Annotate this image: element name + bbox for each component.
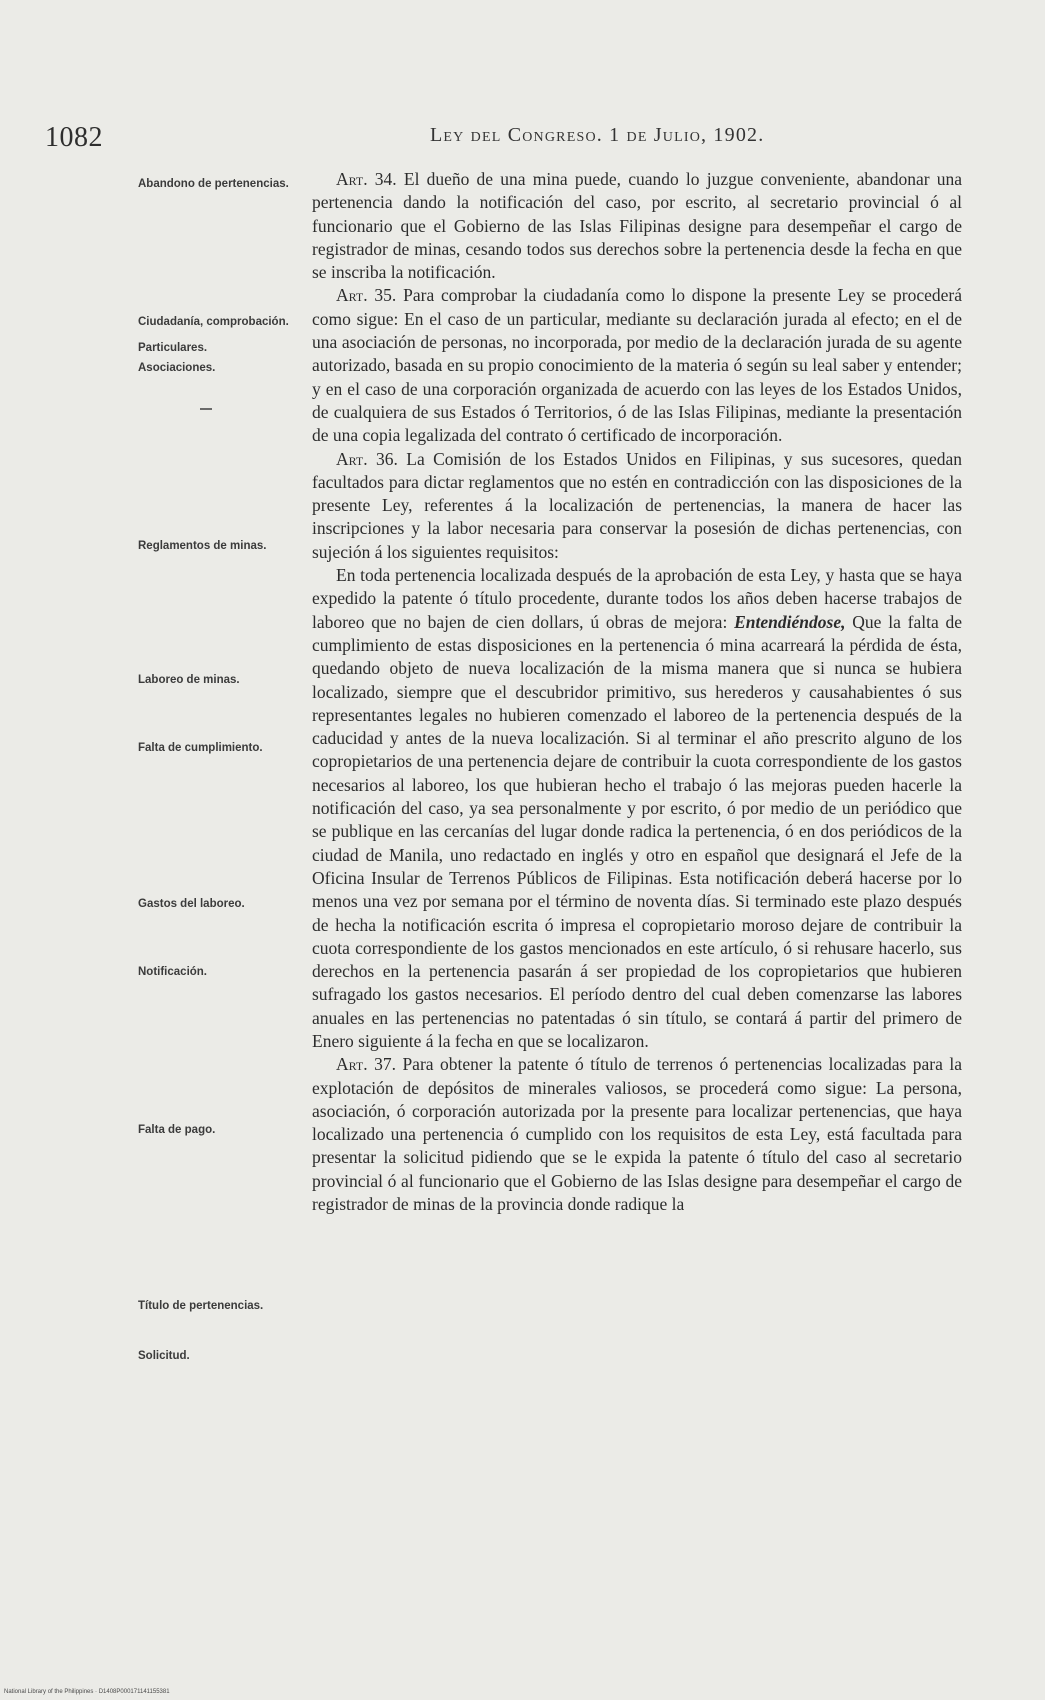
margin-note-particulares: Particulares. [138, 342, 208, 354]
margin-note-asociaciones: Asociaciones. [138, 362, 216, 374]
article-36-para2-a: En toda pertenencia localizada después de la aprobación de esta Ley, y hasta que se haya expedido la patente ó título procedente, durante todos los años deben hacerse trabajos de laboreo que no bajen de cien dollars, ú obras de mejora: [312, 565, 962, 632]
article-36-label: Art. 36. [336, 448, 398, 469]
main-text [312, 168, 962, 1216]
page-number: 1082 [45, 122, 103, 153]
margin-note-ciudadania: Ciudadanía, comprobación. [138, 316, 289, 328]
article-34 [312, 168, 962, 284]
article-36-paragraph-2 [312, 564, 962, 1053]
stray-dash-mark [200, 408, 212, 410]
scan-footer: National Library of the Philippines · D1408P000171141155381 [4, 1689, 170, 1695]
margin-note-laboreo: Laboreo de minas. [138, 674, 240, 686]
article-36-para2-b: Que la falta de cumplimiento de estas disposiciones en la pertenencia ó mina acarreará la pérdida de ésta, quedando objeto de nueva localización de la misma manera que si nunca se hubiera localizado, siempre que el descubridor primitivo, sus herederos y causahabientes ó sus representantes legales no hubieren comenzado el laboreo de la pertenencia después de la caducidad y antes de la nueva localización. Si al terminar el año prescrito alguno de los copropietarios de una pertenencia dejare de contribuir la cuota correspondiente de los gastos necesarios al laboreo, los que hubieran hecho el trabajo ó las mejoras pueden hacerle la notificación del caso, ya sea personalmente y por escrito, ó por medio de un periódico que se publique en las cercanías del lugar donde radica la pertenencia, ó en dos periódicos de la ciudad de Manila, uno redactado en inglés y otro en español que designará el Jefe de la Oficina Insular de Terrenos Públicos de Filipinas. Esta notificación deberá hacerse por lo menos una vez por semana por el término de noventa días. Si terminado este plazo después de hecha la notificación escrita ó impresa el copropietario moroso dejare de contribuir la cuota correspondiente de los gastos mencionados en este artículo, ó si rehusare hacerlo, sus derechos en la pertenencia pasarán á ser propiedad de los copropietarios que hubieren sufragado los gastos necesarios. El período dentro del cual deben comenzarse las labores anuales en las pertenencias no patentadas ó sin título, se contará á partir del primero de Enero siguiente á la fecha en que se localizaron. [312, 611, 963, 1051]
margin-note-titulo: Título de pertenencias. [138, 1300, 264, 1312]
article-34-label: Art. 34. [336, 169, 397, 189]
article-36 [312, 448, 962, 564]
article-37-text: Para obtener la patente ó título de terrenos ó pertenencias localizadas para la explotación de depósitos de minerales valiosos, se procederá como sigue: La persona, asociación, ó corporación autorizada por la presente para localizar pertenencias, que haya localizado una pertenencia ó cumplido con los requisitos de esta Ley, está facultada para presentar la solicitud pidiendo que se le expida la patente ó título del caso al secretario provincial ó al funcionario que el Gobierno de las Islas designe para desempeñar el cargo de registrador de minas de la provincia donde radique la [312, 1054, 962, 1215]
article-35 [312, 284, 962, 447]
article-34-text: El dueño de una mina puede, cuando lo juzgue conveniente, abandonar una pertenencia dando la notificación del caso, por escrito, al secretario provincial ó al funcionario que el Gobierno de las Islas Filipinas designe para desempeñar el cargo de registrador de minas, cesando todos sus derechos sobre la pertenencia desde la fecha en que se inscriba la notificación. [312, 169, 962, 283]
article-37 [312, 1053, 962, 1216]
margin-note-reglamentos: Reglamentos de minas. [138, 540, 267, 552]
margin-note-gastos: Gastos del laboreo. [138, 898, 245, 910]
margin-note-abandono: Abandono de pertenencias. [138, 178, 289, 190]
article-35-label: Art. 35. [336, 285, 397, 306]
article-36-para2-emphasis: Entendiéndose, [734, 611, 846, 632]
running-head: Ley del Congreso. 1 de Julio, 1902. [430, 124, 765, 146]
article-35-text: Para comprobar la ciudadanía como lo dispone la presente Ley se procederá como sigue: En el caso de un particular, mediante su declaración jurada al efecto; en el de una asociación de personas, no incorporada, por medio de la declaración jurada de su agente autorizado, basada en su propio conocimiento de la materia ó según su leal saber y entender; y en el caso de una corporación organizada de acuerdo con las leyes de los Estados Unidos, de cualquiera de sus Estados ó Territorios, ó de las Islas Filipinas, mediante la presentación de una copia legalizada del contrato ó certificado de incorporación. [312, 285, 962, 446]
margin-note-falta-cumplimiento: Falta de cumplimiento. [138, 742, 263, 754]
margin-note-falta-pago: Falta de pago. [138, 1124, 216, 1136]
article-37-label: Art. 37. [336, 1054, 396, 1075]
article-36-text: La Comisión de los Estados Unidos en Filipinas, y sus sucesores, quedan facultados para dictar reglamentos que no estén en contradicción con las disposiciones de la presente Ley, referentes á la localización de pertenencias, la manera de hacer las inscripciones y la labor necesaria para conservar la posesión de dichas pertenencias, con sujeción á los siguientes requisitos: [312, 448, 962, 562]
margin-note-notificacion: Notificación. [138, 966, 208, 978]
margin-note-solicitud: Solicitud. [138, 1350, 190, 1362]
